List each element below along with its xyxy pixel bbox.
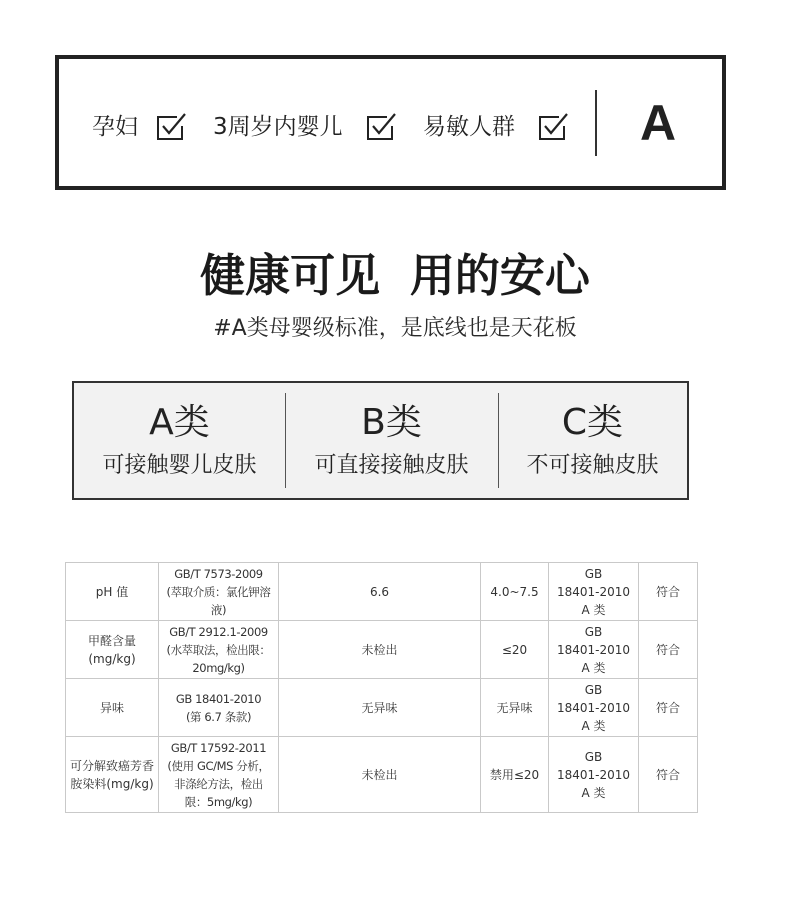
cell-text-line: 限：5mg/kg) — [184, 794, 253, 809]
cell-text-line: (萃取介质：氯化钾溶 — [166, 584, 271, 599]
grade-class-a — [74, 383, 285, 498]
cell-text-line: 20mg/kg) — [192, 660, 245, 675]
cell-text-line: 未检出 — [361, 767, 398, 782]
cell-result — [279, 621, 481, 679]
table-row — [66, 679, 698, 737]
cell-item — [66, 563, 159, 621]
grade-class-c — [498, 383, 687, 498]
grade-class-description: 可接触婴儿皮肤 — [102, 453, 257, 478]
cell-text-line: 禁用≤20 — [489, 767, 540, 782]
cell-text-line: GB/T 2912.1-2009 — [169, 624, 268, 639]
cell-text-line: A 类 — [581, 718, 606, 733]
cell-verdict — [639, 679, 698, 737]
cell-method — [159, 737, 279, 813]
checkbox-checked-icon — [365, 109, 397, 141]
cell-text-line: (使用 GC/MS 分析， — [167, 758, 270, 773]
grade-class-description: 不可接触皮肤 — [526, 453, 659, 478]
audience-divider — [595, 90, 597, 156]
audience-label-sensitive: 易敏人群 — [423, 114, 515, 140]
cell-text-line: 18401-2010 — [556, 584, 631, 599]
cell-text-line: 18401-2010 — [556, 767, 631, 782]
cell-text-line: (水萃取法，检出限： — [166, 642, 271, 657]
table-row — [66, 563, 698, 621]
cell-text-line: 未检出 — [361, 642, 398, 657]
test-results-table — [65, 562, 698, 813]
test-table-body — [66, 563, 698, 813]
cell-verdict — [639, 563, 698, 621]
cell-text-line: A 类 — [581, 602, 606, 617]
cell-text-line: GB — [584, 566, 603, 581]
cell-text-line: 非涤纶方法，检出 — [174, 776, 263, 791]
cell-result — [279, 679, 481, 737]
cell-text-line: 符合 — [655, 642, 680, 657]
cell-text-line: 18401-2010 — [556, 642, 631, 657]
cell-standard — [549, 563, 639, 621]
grade-badge: A — [640, 95, 677, 151]
cell-text-line: 胺染料(mg/kg) — [70, 776, 154, 791]
grade-divider — [498, 393, 499, 488]
cell-method — [159, 563, 279, 621]
cell-verdict — [639, 621, 698, 679]
audience-panel — [55, 55, 726, 190]
cell-text-line: 符合 — [655, 584, 680, 599]
audience-label-pregnant: 孕妇 — [92, 114, 138, 140]
cell-text-line: A 类 — [581, 785, 606, 800]
cell-item — [66, 679, 159, 737]
cell-standard — [549, 679, 639, 737]
cell-limit — [481, 679, 549, 737]
cell-verdict — [639, 737, 698, 813]
cell-text-line: 异味 — [99, 700, 124, 715]
cell-text-line: 无异味 — [361, 700, 398, 715]
cell-text-line: 4.0~7.5 — [490, 584, 539, 599]
cell-text-line: GB — [584, 749, 603, 764]
cell-text-line: GB — [584, 682, 603, 697]
cell-text-line: GB 18401-2010 — [175, 691, 262, 706]
checkbox-checked-icon — [537, 109, 569, 141]
table-row — [66, 621, 698, 679]
cell-limit — [481, 621, 549, 679]
grade-class-b — [285, 383, 498, 498]
cell-standard — [549, 621, 639, 679]
grade-class-name: B类 — [361, 402, 422, 443]
table-row — [66, 737, 698, 813]
grade-divider — [285, 393, 286, 488]
cell-text-line: 可分解致癌芳香 — [69, 758, 154, 773]
grade-class-description: 可直接接触皮肤 — [314, 453, 469, 478]
cell-text-line: 甲醛含量 — [87, 633, 136, 648]
cell-text-line: 6.6 — [369, 584, 390, 599]
cell-limit — [481, 563, 549, 621]
cell-method — [159, 679, 279, 737]
cell-text-line: 符合 — [655, 700, 680, 715]
cell-text-line: 符合 — [655, 767, 680, 782]
cell-text-line: GB/T 17592-2011 — [170, 740, 267, 755]
cell-standard — [549, 737, 639, 813]
cell-limit — [481, 737, 549, 813]
cell-text-line: 液) — [210, 602, 227, 617]
cell-item — [66, 621, 159, 679]
grade-classes-panel — [72, 381, 689, 500]
cell-text-line: 无异味 — [496, 700, 533, 715]
cell-result — [279, 737, 481, 813]
cell-text-line: pH 值 — [95, 584, 129, 599]
cell-text-line: GB/T 7573-2009 — [174, 566, 263, 581]
grade-class-name: A类 — [149, 402, 210, 443]
cell-text-line: ≤20 — [501, 642, 528, 657]
grade-class-name: C类 — [561, 402, 624, 443]
cell-text-line: (mg/kg) — [88, 651, 136, 666]
page-title: 健康可见 用的安心 — [200, 249, 590, 302]
audience-label-infant: 3周岁内婴儿 — [213, 114, 343, 140]
cell-result — [279, 563, 481, 621]
cell-method — [159, 621, 279, 679]
cell-text-line: A 类 — [581, 660, 606, 675]
checkbox-checked-icon — [155, 109, 187, 141]
page-subtitle: #A类母婴级标准，是底线也是天花板 — [213, 316, 577, 341]
cell-item — [66, 737, 159, 813]
cell-text-line: GB — [584, 624, 603, 639]
cell-text-line: (第 6.7 条款) — [185, 709, 252, 724]
cell-text-line: 18401-2010 — [556, 700, 631, 715]
